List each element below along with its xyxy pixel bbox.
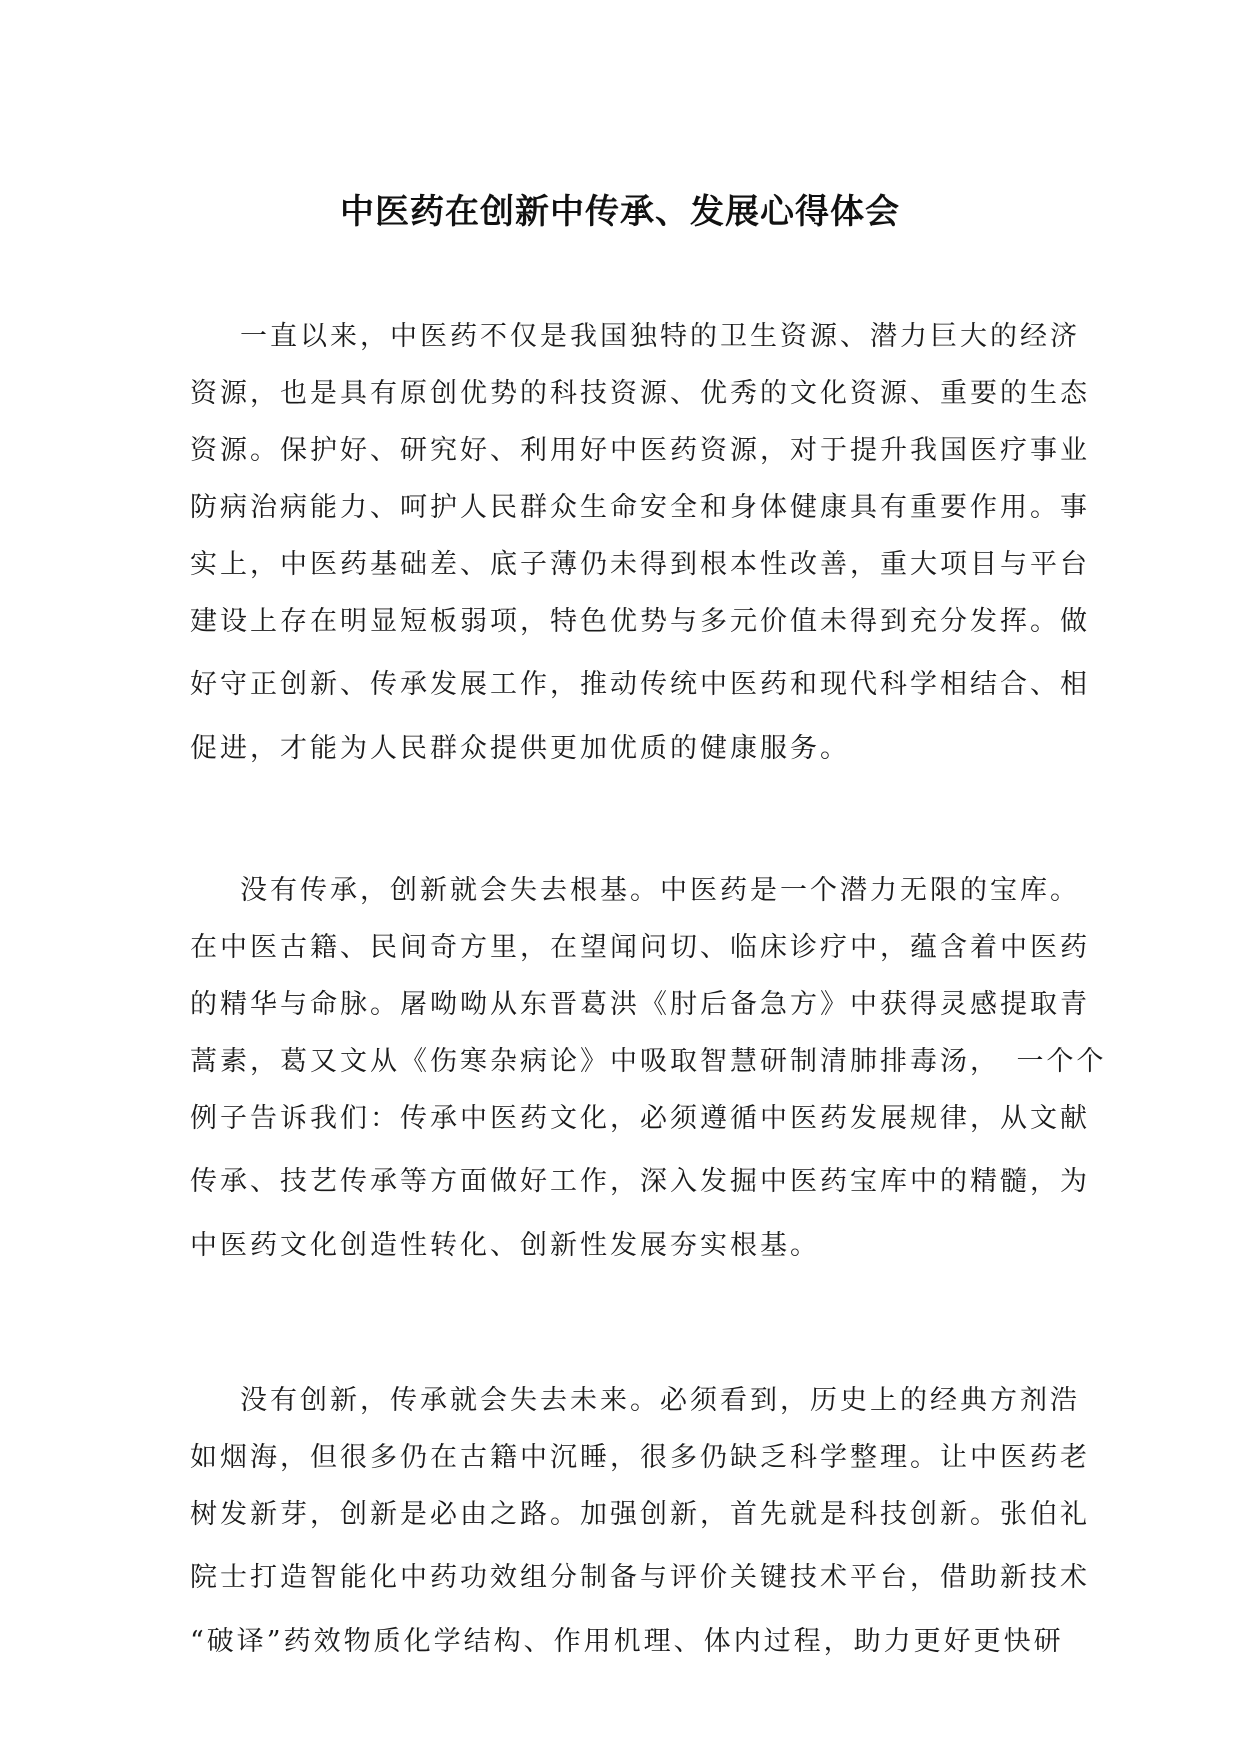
paragraph-line: 院士打造智能化中药功效组分制备与评价关键技术平台，借助新技术: [190, 1562, 1090, 1593]
paragraph-line: “破译”药效物质化学结构、作用机理、体内过程，助力更好更快研: [190, 1626, 1064, 1657]
paragraph-line: 传承、技艺传承等方面做好工作，深入发掘中医药宝库中的精髓，为: [190, 1166, 1090, 1197]
paragraph-line: 建设上存在明显短板弱项，特色优势与多元价值未得到充分发挥。做: [190, 606, 1090, 637]
paragraph-2: [190, 862, 1107, 1274]
paragraph-line: 没有传承，创新就会失去根基。中医药是一个潜力无限的宝库。: [240, 875, 1080, 906]
paragraph-line: 中医药文化创造性转化、创新性发展夯实根基。: [190, 1230, 820, 1261]
paragraph-line: 资源。保护好、研究好、利用好中医药资源，对于提升我国医疗事业: [190, 435, 1090, 466]
paragraph-3: [190, 1372, 1090, 1670]
paragraph-line: 好守正创新、传承发展工作，推动传统中医药和现代科学相结合、相: [190, 669, 1090, 700]
paragraph-line: 实上，中医药基础差、底子薄仍未得到根本性改善，重大项目与平台: [190, 549, 1090, 580]
paragraph-line: 的精华与命脉。屠呦呦从东晋葛洪《肘后备急方》中获得灵感提取青: [190, 989, 1090, 1020]
paragraph-line: 例子告诉我们：传承中医药文化，必须遵循中医药发展规律，从文献: [190, 1103, 1090, 1134]
paragraph-line: 如烟海，但很多仍在古籍中沉睡，很多仍缺乏科学整理。让中医药老: [190, 1442, 1090, 1473]
document-title: 中医药在创新中传承、发展心得体会: [340, 192, 900, 232]
paragraph-line: 资源，也是具有原创优势的科技资源、优秀的文化资源、重要的生态: [190, 378, 1090, 409]
paragraph-line: 蒿素，葛又文从《伤寒杂病论》中吸取智慧研制清肺排毒汤， 一个个: [190, 1046, 1107, 1077]
paragraph-line: 一直以来，中医药不仅是我国独特的卫生资源、潜力巨大的经济: [240, 321, 1080, 352]
paragraph-line: 促进，才能为人民群众提供更加优质的健康服务。: [190, 733, 850, 764]
paragraph-1: [190, 308, 1090, 777]
paragraph-line: 树发新芽，创新是必由之路。加强创新，首先就是科技创新。张伯礼: [190, 1499, 1090, 1530]
paragraph-line: 在中医古籍、民间奇方里，在望闻问切、临床诊疗中，蕴含着中医药: [190, 932, 1090, 963]
paragraph-line: 没有创新，传承就会失去未来。必须看到，历史上的经典方剂浩: [240, 1385, 1080, 1416]
paragraph-line: 防病治病能力、呵护人民群众生命安全和身体健康具有重要作用。事: [190, 492, 1090, 523]
